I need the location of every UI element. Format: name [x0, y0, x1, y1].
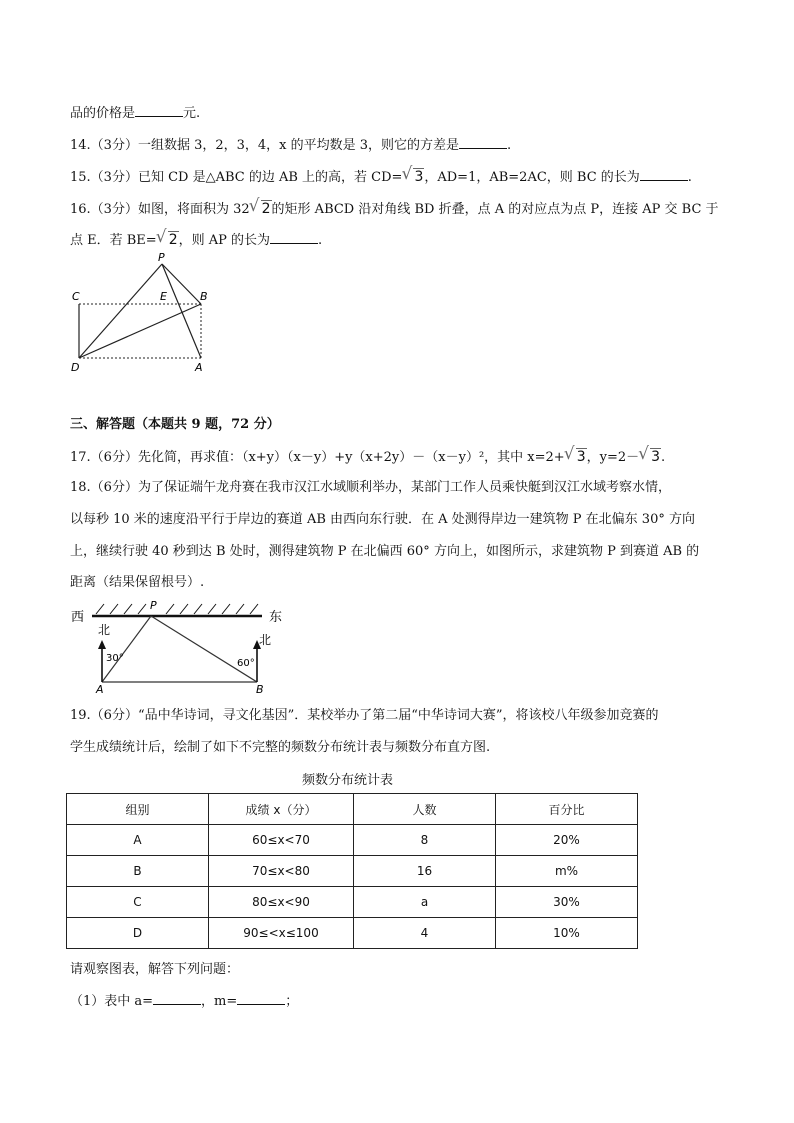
sqrt-expression: √ 3: [639, 448, 661, 466]
question-18-line1: 18.（6分）为了保证端午龙舟赛在我市汉江水域顺利举办，某部门工作人员乘快艇到汉江水域考察水情，: [70, 480, 671, 495]
segment-dp: [79, 264, 162, 358]
cell-percent: 30%: [496, 887, 638, 918]
label-e: E: [160, 290, 167, 303]
cell-score: 90≤<x≤100: [209, 918, 354, 949]
question-16-line1: 16.（3分）如图，将面积为 32√ 2的矩形 ABCD 沿对角线 BD 折叠，点 A 的对应点为点 P，连接 AP 交 BC 于: [70, 200, 719, 219]
angle-60: 60°: [237, 658, 255, 669]
cell-score: 80≤x<90: [209, 887, 354, 918]
label-b: B: [256, 683, 264, 696]
cell-percent: 20%: [496, 825, 638, 856]
table-row: [67, 887, 638, 918]
cell-percent: m%: [496, 856, 638, 887]
header-group: 组别: [67, 794, 209, 825]
segment-db: [79, 304, 201, 358]
label-north-b: 北: [259, 633, 272, 647]
answer-blank: [640, 168, 688, 181]
table-row: [67, 918, 638, 949]
question-18-line4: 距离（结果保留根号）.: [70, 575, 205, 590]
cell-count: 4: [354, 918, 496, 949]
sqrt-expression: √ 3: [565, 448, 587, 466]
segment-pb: [162, 264, 201, 304]
angle-30: 30°: [106, 653, 124, 664]
sqrt-expression: √ 2: [250, 200, 272, 218]
header-count: 人数: [354, 794, 496, 825]
answer-blank: [459, 136, 507, 149]
cell-group: D: [67, 918, 209, 949]
label-c: C: [72, 290, 80, 303]
cell-group: C: [67, 887, 209, 918]
label-b: B: [200, 290, 208, 303]
question-19-line2: 学生成绩统计后，绘制了如下不完整的频数分布统计表与频数分布直方图.: [70, 740, 491, 755]
sqrt-expression: √ 2: [157, 231, 179, 249]
header-percent: 百分比: [496, 794, 638, 825]
question-18-line2: 以每秒 10 米的速度沿平行于岸边的赛道 AB 由西向东行驶．在 A 处测得岸边一建筑物 P 在北偏东 30° 方向: [70, 512, 695, 527]
section-3-title: 三、解答题（本题共 9 题，72 分）: [70, 417, 280, 432]
figure-16-rectangle-fold: [66, 248, 226, 376]
segment-ap: [162, 264, 201, 358]
question-19-observe: 请观察图表，解答下列问题：: [70, 962, 240, 977]
question-16-line2: 点 E．若 BE=√ 2，则 AP 的长为 .: [70, 231, 322, 250]
label-west: 西: [71, 610, 85, 625]
north-arrow-a-head: [98, 640, 106, 649]
q13-tail: 品的价格是 元.: [70, 106, 201, 121]
answer-blank-m: [237, 992, 285, 1005]
cell-group: A: [67, 825, 209, 856]
label-north-a: 北: [98, 623, 111, 637]
figure-18-river-bearing: [66, 596, 296, 696]
question-17: 17.（6分）先化简，再求值：（x+y）（x－y）+y（x+2y）－（x－y）²，其中 x=2+√ 3，y=2－√ 3.: [70, 448, 665, 467]
cell-count: 16: [354, 856, 496, 887]
sqrt-expression: √ 3: [402, 168, 424, 186]
bank-hatching: [96, 604, 258, 614]
label-d: D: [71, 361, 80, 374]
cell-count: 8: [354, 825, 496, 856]
table-header-row: [67, 794, 638, 825]
cell-score: 70≤x<80: [209, 856, 354, 887]
question-15: 15.（3分）已知 CD 是△ABC 的边 AB 上的高，若 CD=√ 3，AD=1，AB=2AC，则 BC 的长为 .: [70, 168, 692, 187]
label-a: A: [195, 361, 203, 374]
frequency-table: [66, 793, 638, 949]
cell-score: 60≤x<70: [209, 825, 354, 856]
label-p: P: [158, 251, 165, 264]
question-14: 14.（3分）一组数据 3，2，3，4，x 的平均数是 3，则它的方差是 .: [70, 138, 512, 153]
cell-count: a: [354, 887, 496, 918]
answer-blank: [270, 231, 318, 244]
table-caption: 频数分布统计表: [302, 773, 394, 788]
label-a: A: [96, 683, 104, 696]
table-row: [67, 856, 638, 887]
header-score: 成绩 x（分）: [209, 794, 354, 825]
question-18-line3: 上，继续行驶 40 秒到达 B 处时，测得建筑物 P 在北偏西 60° 方向上，如图所示，求建筑物 P 到赛道 AB 的: [70, 544, 700, 559]
label-p: P: [150, 599, 157, 612]
cell-percent: 10%: [496, 918, 638, 949]
label-east: 东: [269, 610, 283, 625]
question-19-line1: 19.（6分）“品中华诗词，寻文化基因”．某校举办了第二届“中华诗词大赛”，将该校八年级参加竞赛的: [70, 708, 659, 723]
answer-blank: [135, 104, 183, 117]
answer-blank-a: [153, 992, 201, 1005]
table-row: [67, 825, 638, 856]
question-19-part1: （1）表中 a= ，m= ；: [70, 994, 299, 1009]
cell-group: B: [67, 856, 209, 887]
segment-pb: [151, 616, 257, 682]
